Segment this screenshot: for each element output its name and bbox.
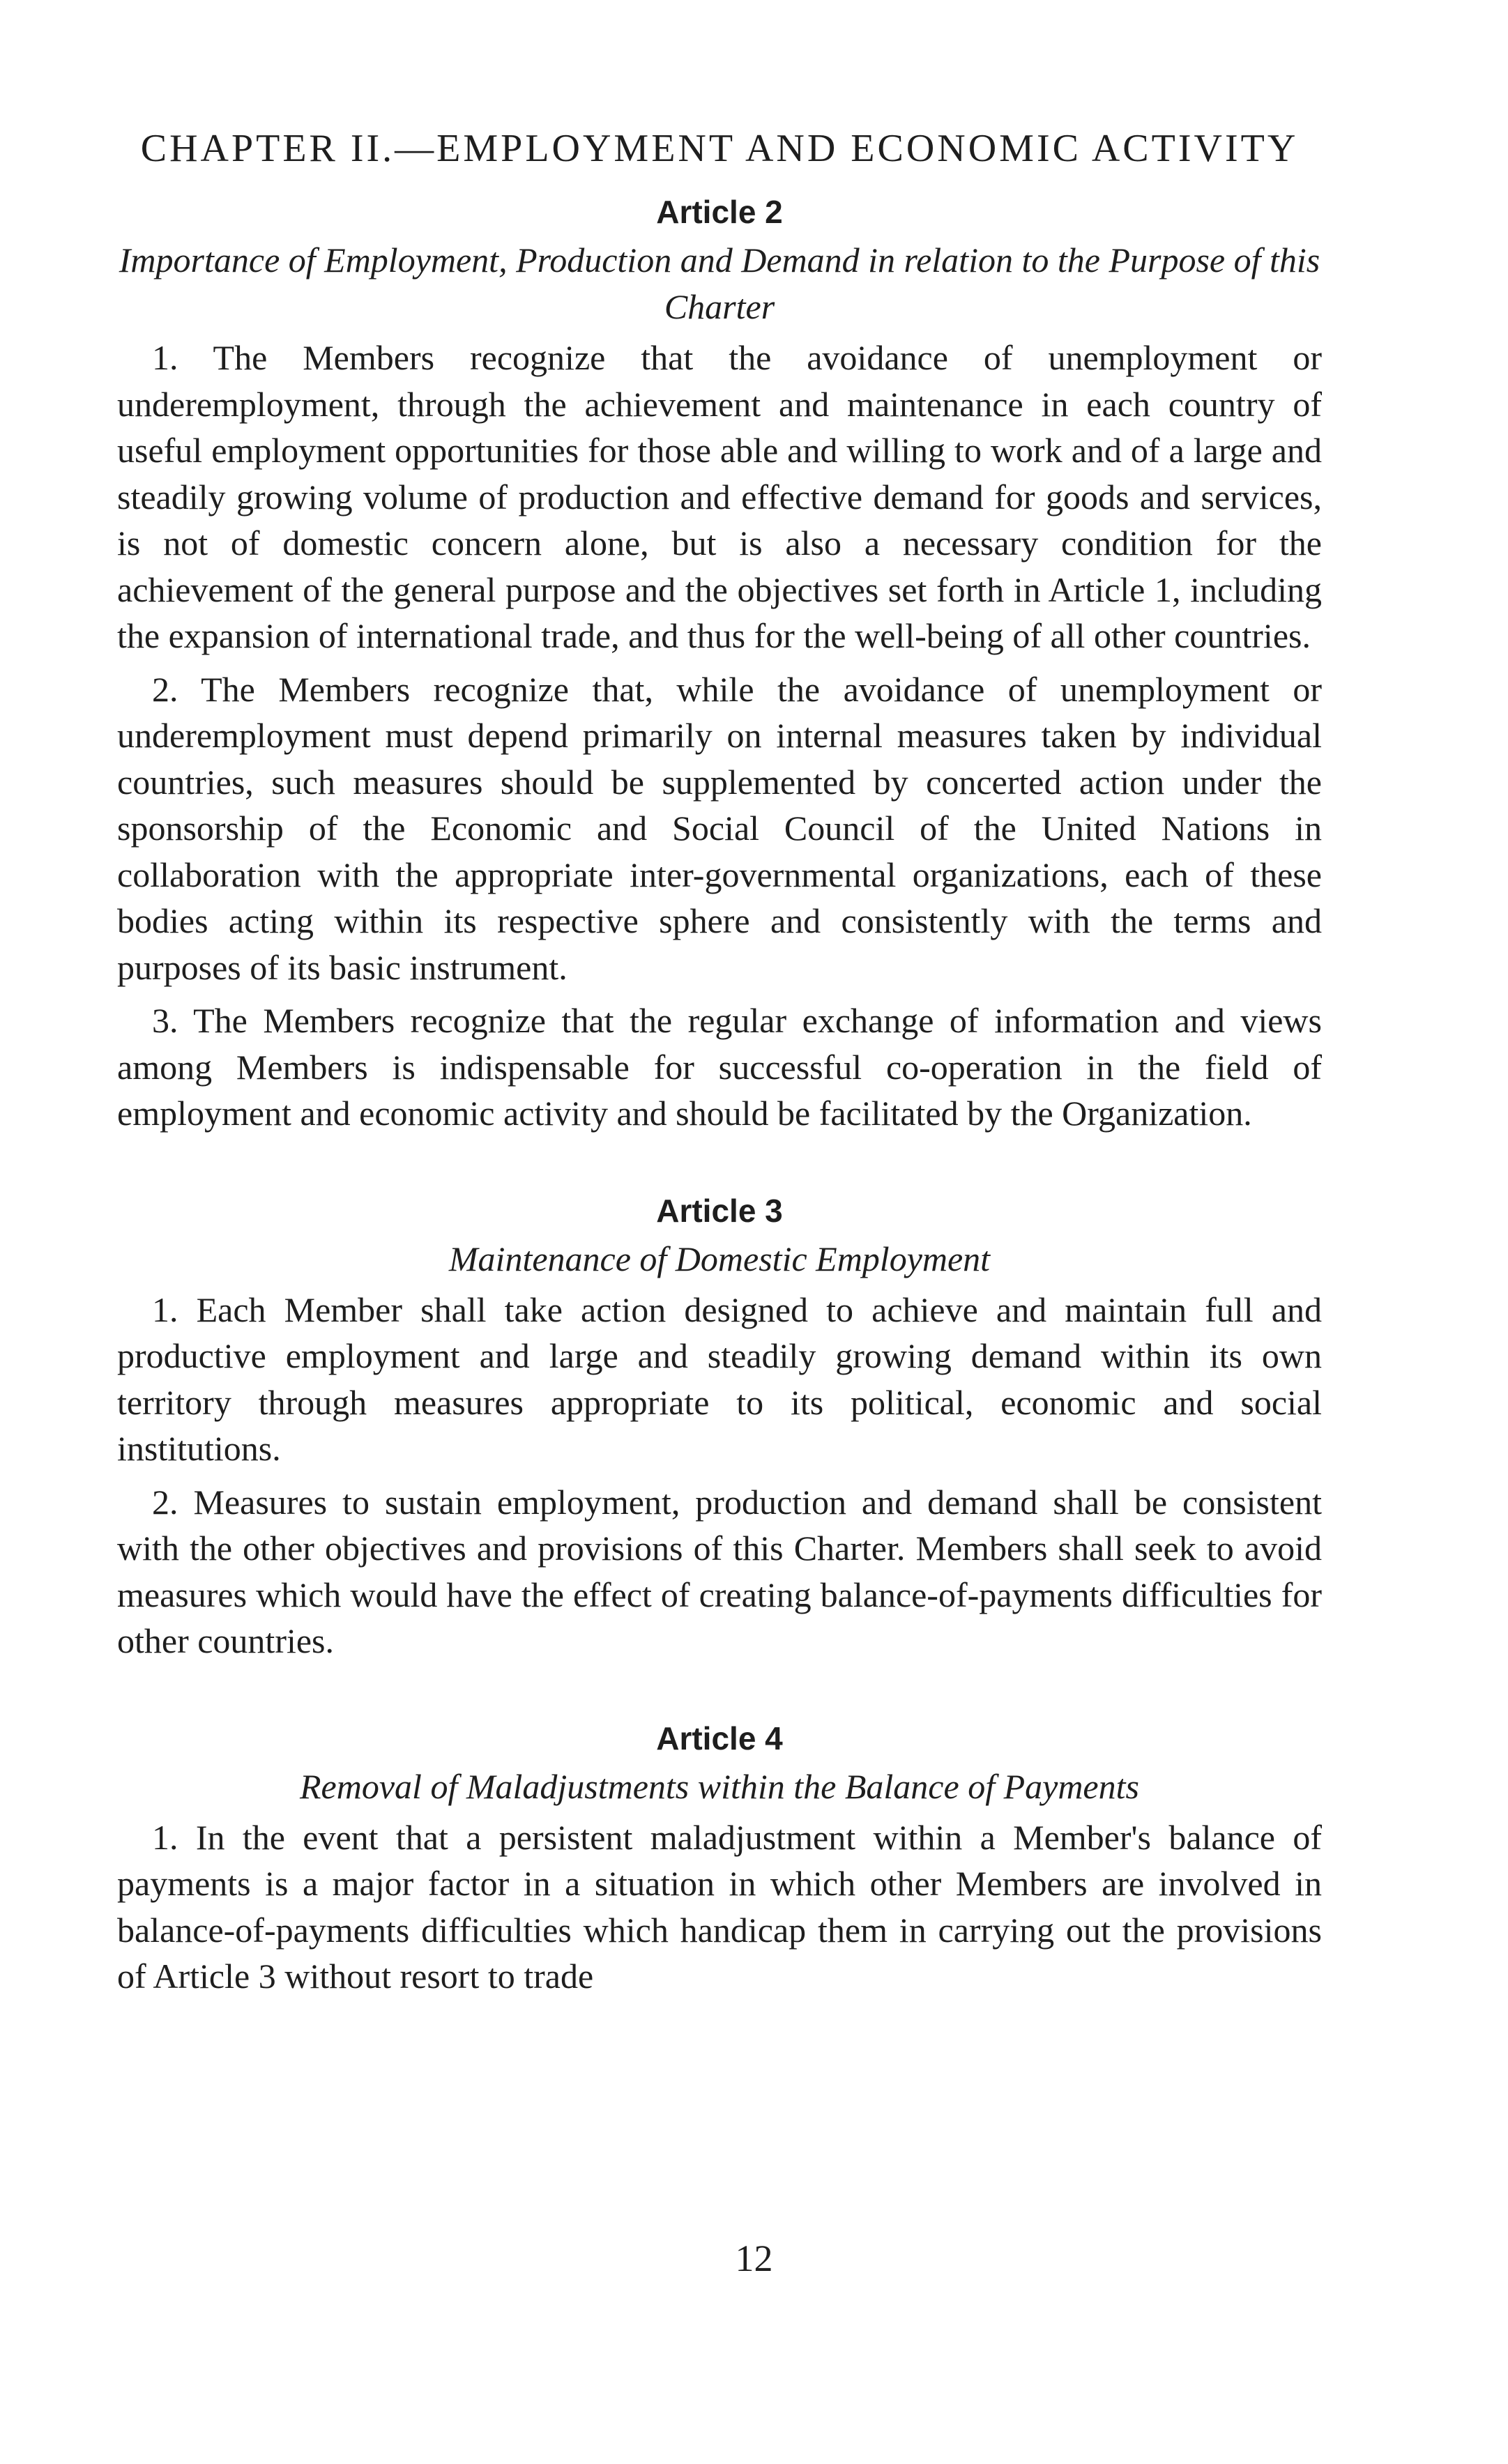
article-heading: Article 3 bbox=[656, 1192, 783, 1229]
article-heading: Article 4 bbox=[656, 1720, 783, 1757]
chapter-title: CHAPTER II.—EMPLOYMENT AND ECONOMIC ACTIVITY bbox=[140, 127, 1299, 170]
paragraph: 1. In the event that a persistent maladjustment within a Member's balance of payments is a major factor in a situation in which other Members are involved in balance-of-payments difficulties which handicap them in carrying out the provisions of Article 3 without resort to trade bbox=[117, 1817, 1322, 1996]
paragraph: 3. The Members recognize that the regular exchange of information and views among Members is indispensable for successful co-operation in the field of employment and economic activity and should be facilitated by the Organization. bbox=[117, 1001, 1322, 1133]
page-number: 12 bbox=[735, 2237, 773, 2279]
paragraph: 2. Measures to sustain employment, production and demand shall be consistent with the other objectives and provisions of this Charter. Members shall seek to avoid measures which would have the effect of creating balance-of-payments difficulties for other countries. bbox=[117, 1482, 1322, 1660]
article-2 bbox=[117, 187, 1322, 1137]
article-subtitle: Maintenance of Domestic Employment bbox=[448, 1239, 991, 1278]
section-divider bbox=[117, 1144, 1322, 1186]
article-subtitle: Importance of Employment, Production and Demand in relation to the Purpose of this Charter bbox=[119, 240, 1320, 326]
document-page bbox=[117, 117, 1322, 2007]
article-heading: Article 2 bbox=[656, 194, 783, 230]
article-4 bbox=[117, 1713, 1322, 2000]
paragraph: 1. Each Member shall take action designed to achieve and maintain full and productive employment and large and steadily growing demand within its own territory through measures appropriate to its political, economic and social institutions. bbox=[117, 1290, 1322, 1468]
paragraph: 2. The Members recognize that, while the avoidance of unemployment or underemployment must depend primarily on internal measures taken by individual countries, such measures should be supplemented by concerted action under the sponsorship of the Economic and Social Council of the United Nations in collaboration with the appropriate inter-governmental organizations, each of these bodies acting within its respective sphere and consistently with the terms and purposes of its basic instrument. bbox=[117, 669, 1322, 987]
section-divider bbox=[117, 1671, 1322, 1713]
article-3 bbox=[117, 1186, 1322, 1665]
article-subtitle: Removal of Maladjustments within the Balance of Payments bbox=[300, 1766, 1139, 1806]
paragraph: 1. The Members recognize that the avoidance of unemployment or underemployment, through the achievement and maintenance in each country of useful employment opportunities for those able and willing to work and of a large and steadily growing volume of production and effective demand for goods and services, is not of domestic concern alone, but is also a necessary condition for the achievement of the general purpose and the objectives set forth in Article 1, including the expansion of international trade, and thus for the well-being of all other countries. bbox=[117, 338, 1322, 655]
